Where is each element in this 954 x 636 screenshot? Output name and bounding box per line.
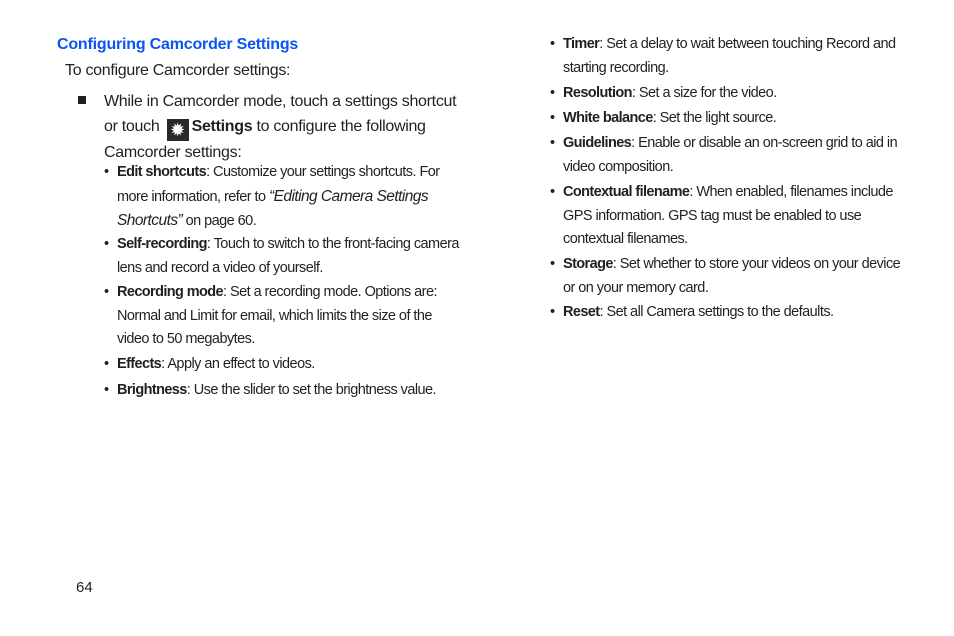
item-term: Timer bbox=[563, 36, 600, 52]
item-text: : Enable or disable an on-screen grid to aid in video composition. bbox=[563, 135, 898, 175]
bullet-icon: • bbox=[104, 164, 109, 180]
item-term: Storage bbox=[563, 256, 613, 272]
bullet-icon: • bbox=[550, 36, 555, 52]
bullet-icon: • bbox=[104, 284, 109, 300]
bullet-icon: • bbox=[550, 256, 555, 272]
bullet-icon: • bbox=[550, 135, 555, 151]
bullet-icon: • bbox=[104, 382, 109, 398]
item-text: : When enabled, filenames include GPS information. GPS tag must be enabled to use contextual filenames. bbox=[563, 184, 893, 247]
list-item bbox=[104, 281, 462, 352]
step-settings-label: Settings bbox=[191, 117, 253, 135]
list-item bbox=[104, 233, 462, 280]
bullet-icon: • bbox=[550, 184, 555, 200]
item-term: Resolution bbox=[563, 85, 632, 101]
list-item bbox=[550, 301, 913, 325]
section-heading: Configuring Camcorder Settings bbox=[57, 36, 299, 53]
list-item bbox=[550, 82, 913, 106]
list-item bbox=[104, 353, 462, 377]
item-term: White balance bbox=[563, 110, 653, 126]
list-item bbox=[104, 161, 462, 234]
page-number: 64 bbox=[76, 579, 93, 596]
item-text: : Set a size for the video. bbox=[631, 85, 777, 101]
item-text: : Set all Camera settings to the defaults. bbox=[599, 304, 834, 320]
bullet-icon: • bbox=[550, 85, 555, 101]
bullet-icon: • bbox=[104, 236, 109, 252]
item-text-tail: on page 60. bbox=[182, 213, 257, 229]
list-item bbox=[550, 253, 913, 300]
item-text: : Set the light source. bbox=[652, 110, 777, 126]
item-term: Edit shortcuts bbox=[117, 164, 207, 180]
item-text: : Touch to switch to the front-facing camera lens and record a video of yourself. bbox=[117, 236, 459, 276]
bullet-icon: • bbox=[104, 356, 109, 372]
item-term: Contextual filename bbox=[563, 184, 690, 200]
item-term: Brightness bbox=[117, 382, 187, 398]
square-bullet-icon bbox=[78, 96, 86, 104]
step-after: to configure the following Camcorder settings: bbox=[104, 117, 426, 161]
item-term: Reset bbox=[563, 304, 600, 320]
list-item bbox=[550, 107, 913, 131]
item-text: : Set a delay to wait between touching Record and starting recording. bbox=[563, 36, 896, 76]
item-term: Recording mode bbox=[117, 284, 224, 300]
step-text bbox=[104, 90, 474, 165]
item-text: : Use the slider to set the brightness value. bbox=[186, 382, 437, 398]
cross-reference-link[interactable]: “Editing Camera Settings Shortcuts” bbox=[117, 187, 429, 229]
item-text: : Set a recording mode. Options are: Normal and Limit for email, which limits the size of the video to 50 megabytes. bbox=[117, 284, 437, 347]
intro-text: To configure Camcorder settings: bbox=[65, 62, 291, 79]
list-item bbox=[550, 132, 913, 179]
step-before: While in Camcorder mode, touch a settings shortcut or touch bbox=[104, 93, 457, 135]
item-term: Self-recording bbox=[117, 236, 207, 252]
item-text: : Set whether to store your videos on your device or on your memory card. bbox=[563, 256, 901, 296]
gear-icon: ✹ bbox=[167, 119, 189, 141]
item-term: Guidelines bbox=[563, 135, 632, 151]
list-item bbox=[104, 379, 462, 403]
list-item bbox=[550, 33, 913, 80]
list-item bbox=[550, 181, 913, 252]
item-text: : Apply an effect to videos. bbox=[161, 356, 315, 372]
item-term: Effects bbox=[117, 356, 162, 372]
item-text: : Customize your settings shortcuts. For more information, refer to bbox=[117, 164, 440, 205]
bullet-icon: • bbox=[550, 110, 555, 126]
bullet-icon: • bbox=[550, 304, 555, 320]
